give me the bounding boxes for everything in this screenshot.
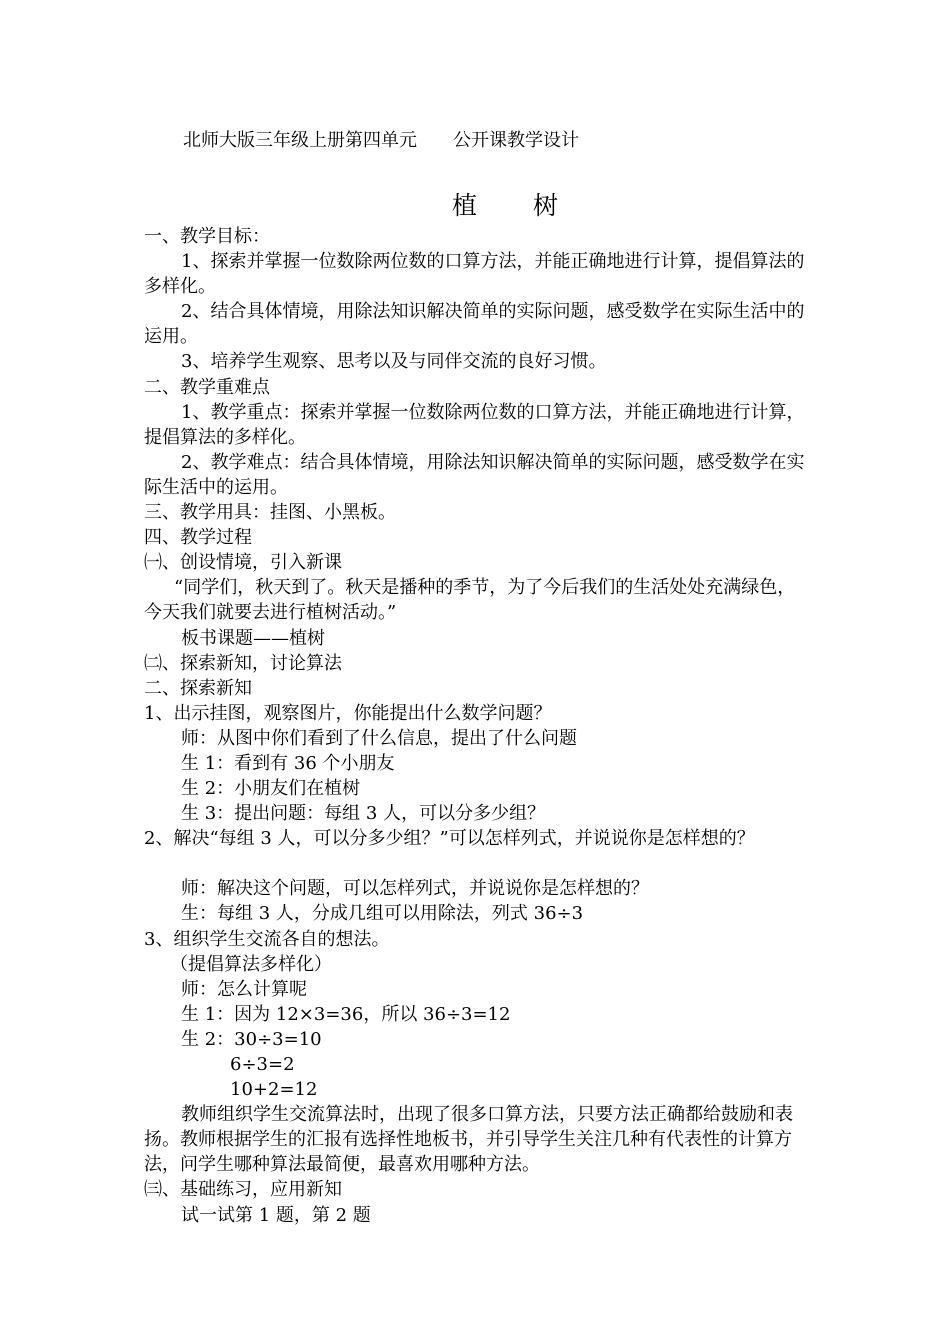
- section-heading-process: 四、教学过程: [144, 527, 252, 549]
- step-3: 3、组织学生交流各自的想法。: [144, 928, 390, 950]
- key-point: 1、教学重点：探索并掌握一位数除两位数的口算方法，并能正确地进行计算，提倡算法的多样化。: [144, 401, 805, 448]
- step-2: 2、解决“每组 3 人，可以分多少组？”可以怎样列式，并说说你是怎样想的？: [144, 828, 755, 850]
- dialogue-line: 生 1：因为 12×3=36，所以 36÷3=12: [181, 1003, 511, 1025]
- objective-3: 3、培养学生观察、思考以及与同伴交流的良好习惯。: [181, 351, 607, 373]
- dialogue-line: 生：每组 3 人，分成几组可以用除法，列式 36÷3: [181, 903, 584, 925]
- section-heading-tools: 三、教学用具：挂图、小黑板。: [144, 502, 396, 524]
- objective-1: 1、探索并掌握一位数除两位数的口算方法，并能正确地进行计算，提倡算法的多样化。: [144, 251, 805, 298]
- subsection-heading-2: ㈡、探索新知，讨论算法: [144, 652, 342, 674]
- section-heading-objectives: 一、教学目标：: [144, 226, 270, 247]
- document-title: 植 树: [452, 191, 561, 220]
- dialogue-line: 师：解决这个问题，可以怎样列式，并说说你是怎样想的？: [181, 878, 649, 900]
- dialogue-line: 生 1：看到有 36 个小朋友: [181, 752, 395, 774]
- step-1: 1、出示挂图，观察图片，你能提出什么数学问题？: [144, 702, 552, 724]
- dialogue-line: 师：从图中你们看到了什么信息，提出了什么问题: [181, 727, 577, 749]
- calculation-line: 10+2=12: [230, 1079, 318, 1101]
- teacher-summary: 教师组织学生交流算法时，出现了很多口算方法，只要方法正确都给鼓励和表扬。教师根据学生的汇报有选择性地板书，并引导学生关注几种有代表性的计算方法，问学生哪种算法最简便，最喜欢用哪种方法。: [144, 1104, 793, 1176]
- exercise-line: 试一试第 1 题，第 2 题: [181, 1204, 371, 1226]
- section-heading-explore: 二、探索新知: [144, 677, 252, 699]
- calculation-line: 6÷3=2: [230, 1054, 295, 1075]
- difficult-point: 2、教学难点：结合具体情境，用除法知识解决简单的实际问题，感受数学在实际生活中的运用。: [144, 451, 805, 498]
- objective-2: 2、结合具体情境，用除法知识解决简单的实际问题，感受数学在实际生活中的运用。: [144, 301, 805, 348]
- note-line: （提倡算法多样化）: [170, 953, 332, 975]
- subsection-heading-1: ㈠、创设情境，引入新课: [144, 552, 342, 574]
- dialogue-line: 生 2：小朋友们在植树: [181, 778, 361, 800]
- blank-line: [144, 851, 812, 876]
- document-body: [144, 224, 812, 1228]
- subsection-heading-3: ㈢、基础练习，应用新知: [144, 1179, 342, 1201]
- dialogue-line: 生 3：提出问题：每组 3 人，可以分多少组？: [181, 803, 546, 825]
- document-header: 北师大版三年级上册第四单元 公开课教学设计: [183, 130, 579, 151]
- dialogue-line: 生 2：30÷3=10: [181, 1028, 322, 1050]
- dialogue-line: 师：怎么计算呢: [181, 978, 307, 1000]
- board-title-line: 板书课题——植树: [181, 627, 325, 649]
- teacher-quote: “同学们，秋天到了。秋天是播种的季节，为了今后我们的生活处处充满绿色，今天我们就要去进行植树活动。”: [144, 577, 796, 624]
- section-heading-key-points: 二、教学重难点: [144, 376, 270, 398]
